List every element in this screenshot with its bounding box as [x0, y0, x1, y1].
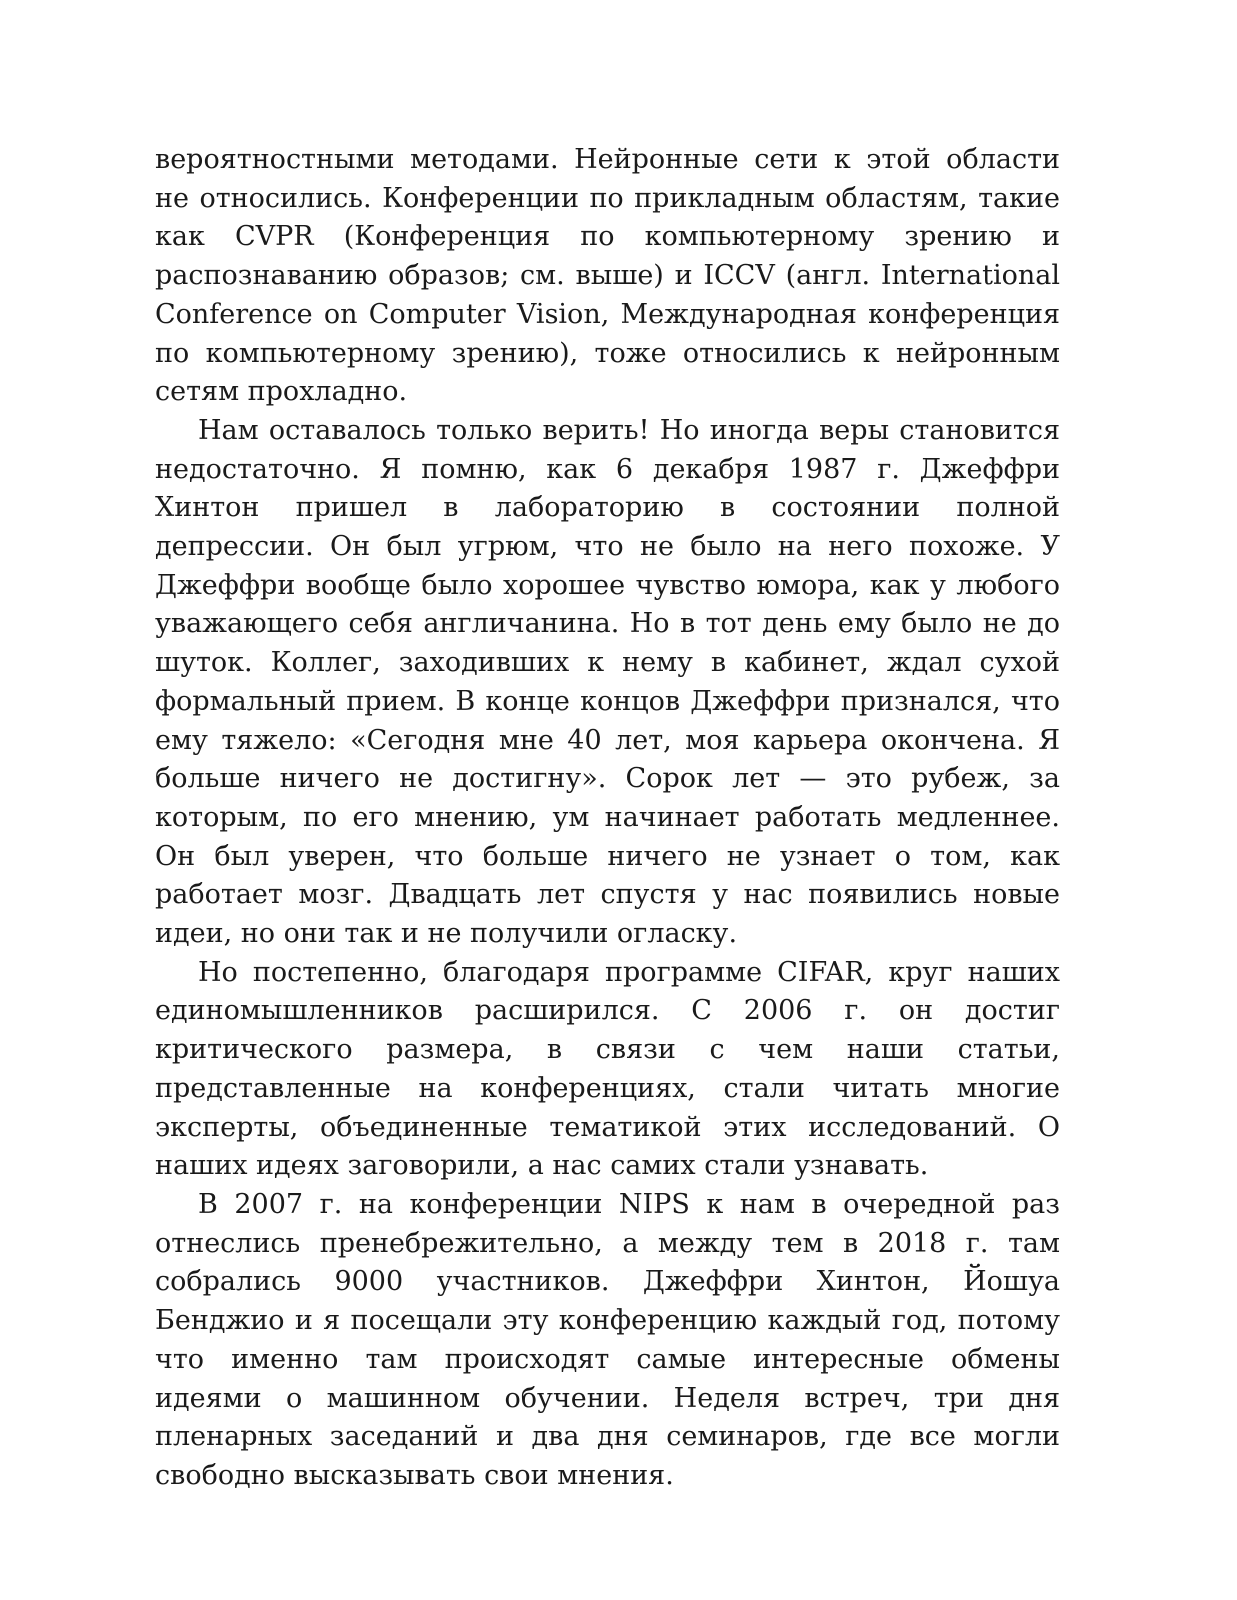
- paragraph: В 2007 г. на конференции NIPS к нам в очередной раз отнеслись пренебрежительно, а между тем в 2018 г. там собрались 9000 участников. Джеффри Хинтон, Йошуа Бенджио и я посещали эту конференцию каждый год, потому что именно там происходят самые интересные обмены идеями о машинном обучении. Неделя встреч, три дня пленарных заседаний и два дня семинаров, где все могли свободно высказывать свои мнения.: [155, 1188, 1060, 1491]
- paragraph: Но постепенно, благодаря программе CIFAR, круг наших единомышленников расширился. С 2006 г. он достиг критического размера, в связи с чем наши статьи, представленные на конференциях, стали читать многие эксперты, объединенные тематикой этих исследований. О наших идеях заговорили, а нас самих стали узнавать.: [155, 956, 1060, 1182]
- paragraph: Нам оставалось только верить! Но иногда веры становится недостаточно. Я помню, как 6 декабря 1987 г. Джеффри Хинтон пришел в лабораторию в состоянии полной депрессии. Он был угрюм, что не было на него похоже. У Джеффри вообще было хорошее чувство юмора, как у любого уважающего себя англичанина. Но в тот день ему было не до шуток. Коллег, заходивших к нему в кабинет, ждал сухой формальный прием. В конце концов Джеффри признался, что ему тяжело: «Сегодня мне 40 лет, моя карьера окончена. Я больше ничего не достигну». Сорок лет — это рубеж, за которым, по его мнению, ум начинает работать медленнее. Он был уверен, что больше ничего не узнает о том, как работает мозг. Двадцать лет спустя у нас появились новые идеи, но они так и не получили огласку.: [155, 414, 1060, 950]
- paragraph: вероятностными методами. Нейронные сети к этой области не относились. Конференции по прикладным областям, такие как CVPR (Конференция по компьютерному зрению и распознаванию образов; см. выше) и ICCV (англ. International Conference on Computer Vision, Международная конференция по компьютерному зрению), тоже относились к нейронным сетям прохладно.: [155, 144, 1060, 408]
- page-body: [155, 141, 1060, 1496]
